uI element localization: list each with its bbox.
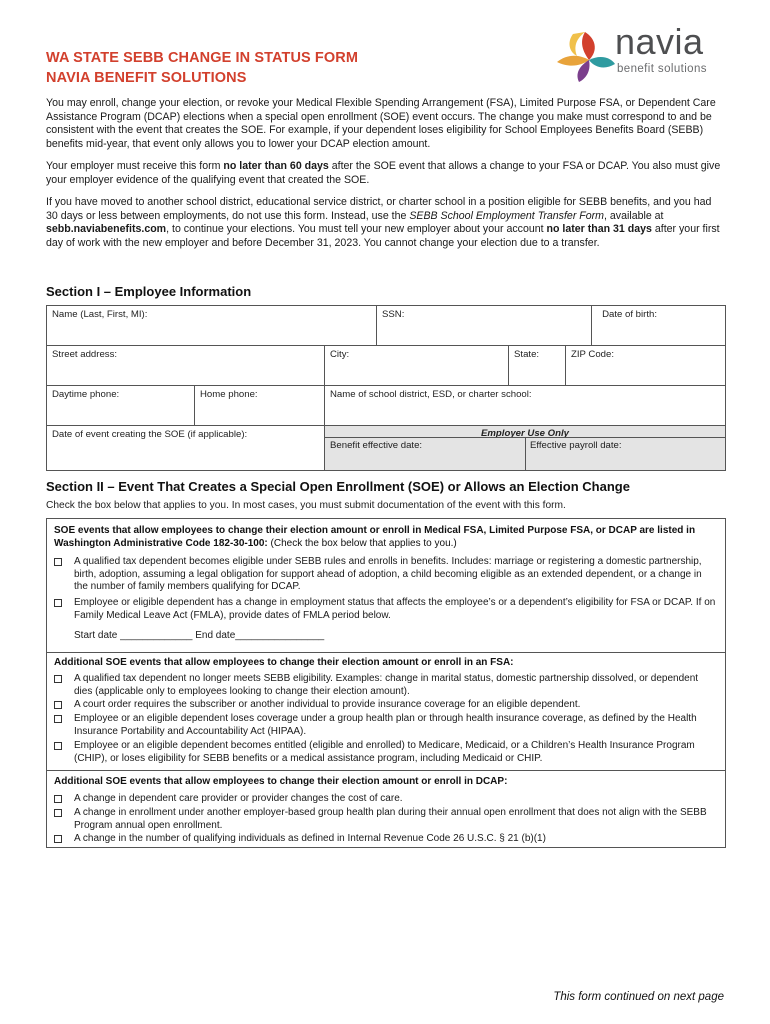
checkbox-item[interactable]: Employee or an eligible dependent becomes entitled (eligible and enrolled) to Medicare, Medicaid, or a Children’s Health Insurance Program (CHIP), or loses eligibility for SEBB benefits or a medical assistance program, including Medicaid or CHIP. [54, 740, 718, 765]
block-3-heading: Additional SOE events that allow employees to change their election amount or enroll in DCAP: [54, 776, 508, 787]
effective-payroll-date-label: Effective payroll date: [530, 440, 622, 451]
form-subtitle: NAVIA BENEFIT SOLUTIONS [46, 70, 247, 86]
section-2-note: Check the box below that applies to you. In most cases, you must submit documentation of the event with this form. [46, 500, 566, 511]
checkbox[interactable] [54, 835, 62, 843]
employer-use-panel [324, 425, 726, 471]
checkbox-item[interactable]: A change in enrollment under another employer-based group health plan during their annual open enrollment that does not align with the SEBB Program annual open enrollment. [54, 807, 718, 832]
checkbox[interactable] [54, 599, 62, 607]
school-district-label: Name of school district, ESD, or charter school: [330, 389, 532, 400]
school-district-field[interactable] [324, 385, 726, 426]
section-1-heading: Section I – Employee Information [46, 284, 252, 299]
checkbox-item[interactable]: Employee or eligible dependent has a change in employment status that affects the employee’s or a dependent’s eligibility for FSA or DCAP. If on Family Medical Leave Act (FMLA), provide dates of FMLA period below. [54, 597, 718, 622]
intro-paragraph-1: You may enroll, change your election, or revoke your Medical Flexible Spending Arrangement (FSA), Limited Purpose FSA, or Dependent Care Assistance Program (DCAP) elections when a special open enrollment (SOE) event occurs. The change you make must correspond to and be consistent with the event that creates the SOE. For example, if your dependent loses eligibility for School Employees Benefits Board (SEBB) benefits mid-year, that event only allows you to lower your DCAP election amount. [46, 97, 716, 150]
street-address-label: Street address: [52, 349, 118, 360]
checkbox-item[interactable]: A change in dependent care provider or provider changes the cost of care. [54, 793, 718, 806]
event-date-label: Date of event creating the SOE (if applicable): [52, 429, 248, 440]
benefit-effective-date-label: Benefit effective date: [330, 440, 423, 451]
zip-label: ZIP Code: [571, 349, 615, 360]
form-title: WA STATE SEBB CHANGE IN STATUS FORM [46, 50, 359, 66]
ssn-field[interactable] [376, 305, 592, 346]
checkbox[interactable] [54, 742, 62, 750]
checkbox-item[interactable]: Employee or an eligible dependent loses coverage under a group health plan or through health insurance coverage, as defined by the Health Insurance Portability and Accountability Act (HIPAA). [54, 713, 718, 738]
checkbox[interactable] [54, 701, 62, 709]
checkbox[interactable] [54, 809, 62, 817]
navia-logo [555, 22, 735, 84]
effective-payroll-date-field[interactable] [525, 437, 726, 471]
checkbox[interactable] [54, 715, 62, 723]
event-date-field[interactable] [46, 425, 325, 471]
street-address-field[interactable] [46, 345, 325, 386]
employee-info-table [46, 305, 726, 471]
city-field[interactable] [324, 345, 509, 386]
zip-field[interactable] [565, 345, 726, 386]
daytime-phone-label: Daytime phone: [52, 389, 120, 400]
dob-field[interactable] [591, 305, 726, 346]
divider [47, 770, 725, 771]
checkbox-item[interactable]: A change in the number of qualifying individuals as defined in Internal Revenue Code 26 U.S.C. § 21 (b)(1) [54, 833, 718, 846]
checkbox[interactable] [54, 558, 62, 566]
checkbox[interactable] [54, 795, 62, 803]
fmla-dates-line[interactable]: Start date _____________ End date________________ [74, 630, 325, 641]
daytime-phone-field[interactable] [46, 385, 195, 426]
logo-tagline: benefit solutions [617, 63, 707, 75]
intro-paragraph-2: Your employer must receive this form no later than 60 days after the SOE event that allows a change to your FSA or DCAP. You also must give your employer evidence of the qualifying event that created the SOE. [46, 160, 721, 186]
checkbox-item[interactable]: A court order requires the subscriber or another individual to provide insurance coverage for an eligible dependent. [54, 699, 718, 712]
continued-note: This form continued on next page [553, 991, 724, 1003]
ssn-label: SSN: [382, 309, 405, 320]
intro-paragraph-3: If you have moved to another school district, educational service district, or charter school in a position eligible for SEBB benefits, and you had 30 days or less between employments, do not use this form. Instead, use the SEBB School Employment Transfer Form, available at sebb.naviabenefits.com, to continue your elections. You must tell your new employer about your account no later than 31 days after your first day of work with the new employer and before December 31, 2023. You cannot change your election due to a transfer. [46, 196, 720, 249]
home-phone-label: Home phone: [200, 389, 258, 400]
home-phone-field[interactable] [194, 385, 325, 426]
navia-logo-mark-icon [555, 24, 617, 84]
benefit-effective-date-field[interactable] [325, 437, 526, 471]
city-label: City: [330, 349, 350, 360]
logo-wordmark: navia [615, 21, 704, 62]
employer-use-label: Employer Use Only [481, 428, 569, 439]
checkbox-item[interactable]: A qualified tax dependent no longer meets SEBB eligibility. Examples: change in marital status, domestic partnership dissolved, or dependent dies (applicable only to employees looking to change their election amount). [54, 673, 718, 698]
checkbox-item[interactable]: A qualified tax dependent becomes eligible under SEBB rules and enrolls in benefits. Includes: marriage or registering a domestic partnership, birth, adoption, assuming a legal obligation for support ahead of adoption, a child becoming eligible as an extended dependent, or a change in the number of family members qualifying for DCAP. [54, 556, 718, 594]
state-field[interactable] [508, 345, 566, 386]
state-label: State: [514, 349, 540, 360]
dob-label: Date of birth: [602, 309, 657, 320]
soe-events-box [46, 518, 726, 848]
checkbox[interactable] [54, 675, 62, 683]
block-2-heading: Additional SOE events that allow employees to change their election amount or enroll in an FSA: [54, 657, 514, 668]
block-1-heading: SOE events that allow employees to change their election amount or enroll in Medical FSA, Limited Purpose FSA, or DCAP are listed in Washington Administrative Code 182-30-100: (Check the box below that applies to you.) [54, 525, 696, 549]
name-label: Name (Last, First, MI): [52, 309, 148, 320]
section-2-heading: Section II – Event That Creates a Special Open Enrollment (SOE) or Allows an Election Change [46, 479, 630, 494]
divider [47, 652, 725, 653]
name-field[interactable] [46, 305, 377, 346]
